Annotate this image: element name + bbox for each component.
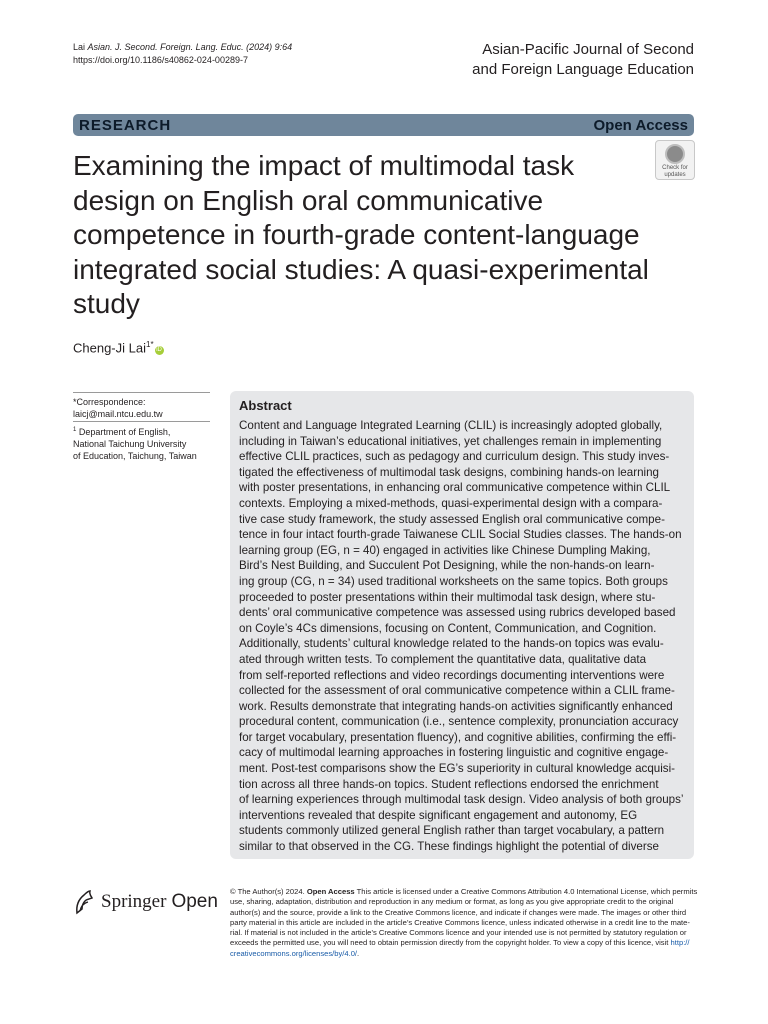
citation-block [73, 41, 292, 67]
abstract-line: for target vocabulary, presentation fluency), and cognitive abilities, confirming the effi- [239, 730, 677, 744]
abstract-line: cacy of multimodal learning approaches in fostering linguistic and cognitive engage- [239, 746, 669, 760]
affiliation-block [73, 424, 213, 462]
journal-name [472, 40, 694, 80]
abstract-line: tence in four intact fourth-grade Taiwanese CLIL Social Studies classes. The hands-on [239, 528, 682, 542]
abstract-line: contexts. Employing a mixed-methods, quasi-experimental design with a compara- [239, 496, 663, 510]
license-line: author(s) and the source, provide a link to the Creative Commons licence, and indicate if changes were made. The images or other third [230, 907, 687, 917]
abstract-line: ment. Post-test comparisons show the EG’s superiority in cultural knowledge acquisi- [239, 762, 676, 776]
license-copyright: © The Author(s) 2024. [230, 887, 305, 896]
license-statement [230, 887, 698, 959]
abstract-line: learning group (EG, n = 40) engaged in activities like Chinese Dumpling Making, [239, 543, 651, 557]
correspondence-email[interactable]: laicj@mail.ntcu.edu.tw [73, 409, 163, 419]
abstract-line: ing group (CG, n = 34) used traditional worksheets on the same topics. Both groups [239, 574, 668, 588]
abstract-line: effective CLIL practices, such as pedagogy and curriculum design. This study inves- [239, 450, 670, 464]
abstract-heading: Abstract [239, 398, 292, 413]
check-for-updates-line2: updates [664, 172, 686, 178]
article-type-label: RESEARCH [79, 116, 172, 134]
abstract-body [239, 418, 687, 855]
journal-name-line2: and Foreign Language Education [472, 61, 694, 78]
affiliation-line1 [73, 424, 213, 438]
affiliation-department: Department of English, [78, 427, 171, 437]
springer-horse-icon [73, 889, 95, 915]
abstract-line: from self-reported reflections and video recordings documenting interventions were [239, 668, 665, 682]
article-title: Examining the impact of multimodal task design on English oral communicative competence in fourth-grade content-language integrated social studies: A quasi-experimental study [73, 150, 649, 319]
open-access-label: Open Access [593, 116, 688, 134]
license-link-part2[interactable]: creativecommons.org/licenses/by/4.0/ [230, 948, 358, 958]
abstract-line: including in Taiwan’s educational initiatives, yet challenges remain in implementing [239, 434, 662, 448]
license-line: rial. If material is not included in the article’s Creative Commons licence and your intended use is not permitted by statutory regulation or [230, 928, 687, 938]
license-line [230, 887, 698, 897]
citation-author: Lai [73, 42, 86, 52]
sidebar-divider-top [73, 392, 210, 393]
abstract-line: dents’ oral communicative competence was assessed using rubrics developed based [239, 606, 676, 620]
abstract-line: on Coyle’s 4Cs dimensions, focusing on Content, Communication, and Cognition. [239, 621, 657, 635]
citation-year-volume: (2024) 9:64 [246, 42, 293, 52]
abstract-line: ated through written tests. To complement the quantitative data, qualitative data [239, 652, 647, 666]
affiliation-line3: of Education, Taichung, Taiwan [73, 451, 197, 461]
citation-journal: Asian. J. Second. Foreign. Lang. Educ. [87, 42, 244, 52]
license-open-access: Open Access [306, 887, 355, 896]
abstract-line: students commonly utilized general English rather than target vocabulary, a pattern [239, 824, 665, 838]
check-for-updates-button[interactable] [655, 140, 695, 180]
abstract-line: procedural content, communication (i.e., sentence complexity, pronunciation accuracy [239, 715, 679, 729]
abstract-line: collected for the assessment of oral communicative competence within a CLIL frame- [239, 684, 675, 698]
abstract-line: work. Results demonstrate that integrating hands-on activities significantly enhanced [239, 699, 673, 713]
doi-link[interactable]: https://doi.org/10.1186/s40862-024-00289-7 [73, 55, 248, 65]
journal-name-line1: Asian-Pacific Journal of Second [482, 41, 694, 58]
author-superscript: 1* [146, 340, 154, 349]
author-name[interactable]: Cheng-Ji Lai [73, 340, 146, 356]
orcid-icon[interactable]: iD [156, 347, 162, 354]
license-line: party material in this article are included in the article’s Creative Commons licence, unless indicated otherwise in a credit line to the mate- [230, 917, 690, 927]
abstract-line: proceeded to poster presentations within their multimodal task design, where stu- [239, 590, 656, 604]
abstract-line: Additionally, students’ cultural knowledge related to the hands-on topics was evalu- [239, 637, 664, 651]
sidebar-divider-middle [73, 421, 210, 422]
abstract-line: Content and Language Integrated Learning (CLIL) is increasingly adopted globally, [239, 419, 663, 432]
citation-line [73, 41, 292, 54]
abstract-line: similar to that observed in the CG. These findings highlight the potential of diverse [239, 840, 659, 854]
publisher-name: Springer [101, 891, 167, 912]
check-for-updates-line1: Check for [662, 165, 688, 171]
abstract-line: tigated the effectiveness of multimodal task designs, combining hands-on learning [239, 465, 659, 479]
affiliation-line2: National Taichung University [73, 439, 187, 449]
publisher-logo[interactable] [73, 887, 218, 917]
bookmark-check-icon [665, 144, 685, 164]
license-line-text: This article is licensed under a Creative Commons Attribution 4.0 International License, which permits [356, 887, 698, 896]
license-line: use, sharing, adaptation, distribution and reproduction in any medium or format, as long as you give appropriate credit to the original [230, 897, 674, 907]
license-line-text: exceeds the permitted use, you will need to obtain permission directly from the copyright holder. To view a copy of this licence, visit [230, 938, 669, 948]
license-link-part1[interactable]: http:// [670, 938, 690, 948]
publisher-suffix: Open [171, 891, 218, 912]
affiliation-marker: 1 [73, 427, 77, 433]
correspondence-label: *Correspondence: [73, 397, 146, 407]
abstract-line: with poster presentations, in enhancing oral communicative competence within CLIL [239, 481, 671, 495]
abstract-line: Bird’s Nest Building, and Succulent Pot Designing, while the non-hands-on learn- [239, 559, 655, 573]
article-type-banner [73, 114, 694, 136]
check-for-updates-label [656, 165, 694, 179]
abstract-line: tion across all three hands-on topics. Student reflections endorsed the enrichment [239, 777, 659, 791]
abstract-line: of learning experiences through multimodal task design. Video analysis of both groups’ [239, 793, 684, 807]
correspondence-block [73, 396, 213, 420]
abstract-line: tive case study framework, the study assessed English oral communicative compe- [239, 512, 665, 526]
license-link-end: . [357, 948, 360, 958]
author-line [73, 340, 164, 355]
license-line [230, 949, 694, 959]
license-line [230, 938, 694, 948]
abstract-line: interventions revealed that despite significant engagement and autonomy, EG [239, 808, 638, 822]
